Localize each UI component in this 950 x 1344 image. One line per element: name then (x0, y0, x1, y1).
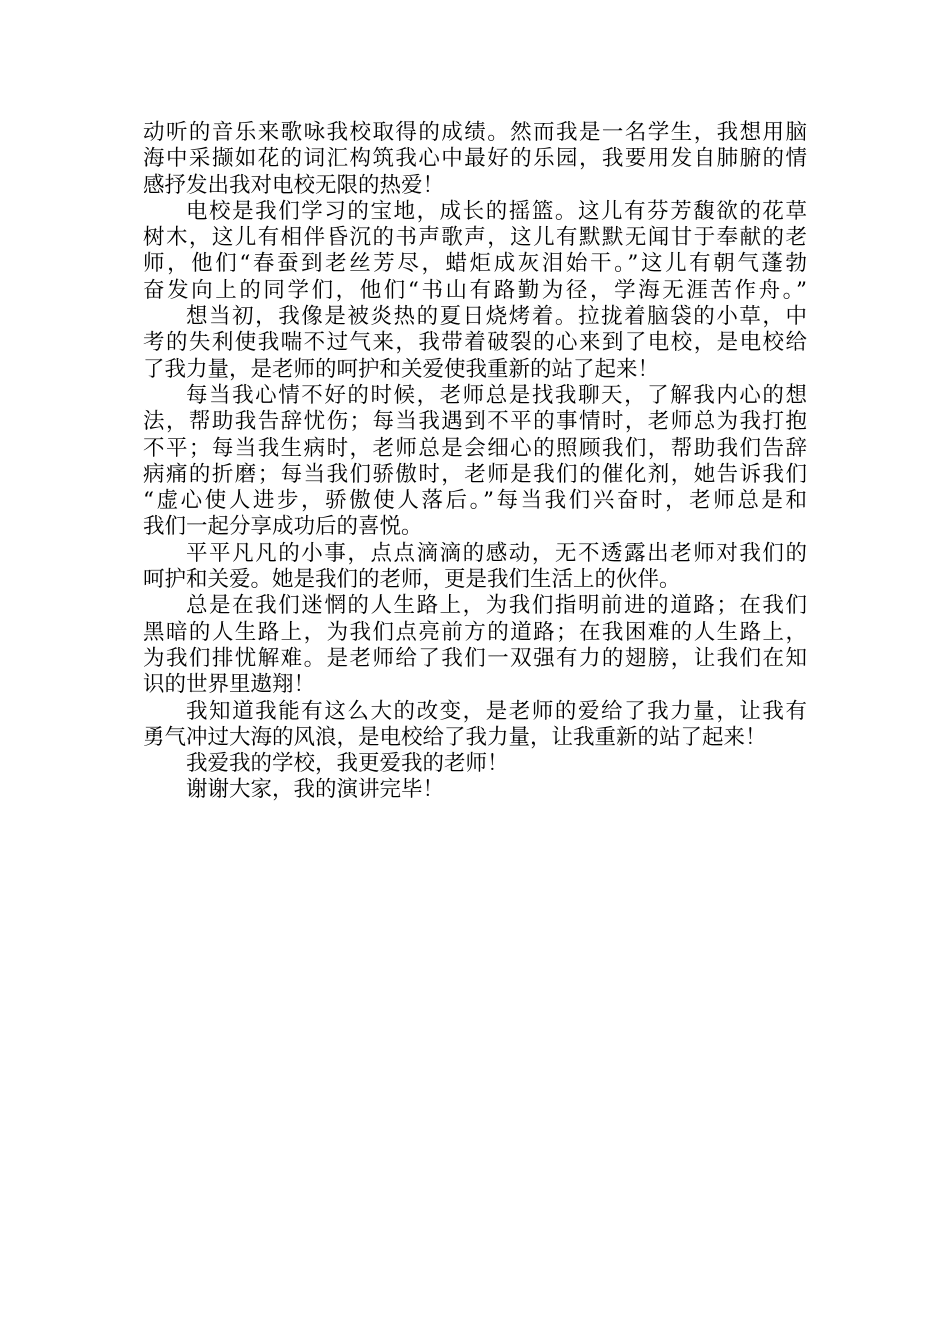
text-line: 为我们排忧解难。是老师给了我们一双强有力的翅膀，让我们在知 (143, 645, 807, 671)
text-line: 考的失利使我喘不过气来，我带着破裂的心来到了电校，是电校给 (143, 330, 807, 356)
paragraph-first-line: 每当我心情不好的时候，老师总是找我聊天，了解我内心的想 (186, 382, 807, 408)
text-line: 病痛的折磨；每当我们骄傲时，老师是我们的催化剂，她告诉我们 (143, 461, 807, 487)
text-line: 了我力量，是老师的呵护和关爱使我重新的站了起来！ (143, 356, 660, 382)
closing-line: 谢谢大家，我的演讲完毕！ (186, 777, 445, 803)
text-line: 奋发向上的同学们，他们“书山有路勤为径，学海无涯苦作舟。” (143, 277, 807, 303)
paragraph-first-line: 总是在我们迷惘的人生路上，为我们指明前进的道路；在我们 (186, 593, 807, 619)
paragraph-first-line: 我知道我能有这么大的改变，是老师的爱给了我力量，让我有 (186, 698, 807, 724)
text-line: 树木，这儿有相伴昏沉的书声歌声，这儿有默默无闻甘于奉献的老 (143, 225, 807, 251)
paragraph-first-line: 平平凡凡的小事，点点滴滴的感动，无不透露出老师对我们的 (186, 540, 807, 566)
text-line: 我们一起分享成功后的喜悦。 (143, 514, 423, 540)
text-line: “虚心使人进步，骄傲使人落后。”每当我们兴奋时，老师总是和 (143, 488, 807, 514)
text-line: 识的世界里遨翔！ (143, 672, 316, 698)
text-line: 勇气冲过大海的风浪，是电校给了我力量，让我重新的站了起来！ (143, 724, 767, 750)
text-line: 海中采撷如花的词汇构筑我心中最好的乐园，我要用发自肺腑的情 (143, 146, 807, 172)
text-line: 黑暗的人生路上，为我们点亮前方的道路；在我困难的人生路上， (143, 619, 807, 645)
text-line: 法，帮助我告辞忧伤；每当我遇到不平的事情时，老师总为我打抱 (143, 409, 807, 435)
paragraph-first-line: 我爱我的学校，我更爱我的老师！ (186, 751, 509, 777)
text-line: 师，他们“春蚕到老丝芳尽，蜡炬成灰泪始干。”这儿有朝气蓬勃 (143, 251, 807, 277)
paragraph-first-line: 想当初，我像是被炎热的夏日烧烤着。拉拢着脑袋的小草，中 (186, 304, 807, 330)
text-line: 呵护和关爱。她是我们的老师，更是我们生活上的伙伴。 (143, 567, 681, 593)
text-line: 感抒发出我对电校无限的热爱！ (143, 172, 445, 198)
speech-body-text (143, 120, 807, 804)
text-line: 动听的音乐来歌咏我校取得的成绩。然而我是一名学生，我想用脑 (143, 120, 807, 145)
text-line: 不平；每当我生病时，老师总是会细心的照顾我们，帮助我们告辞 (143, 435, 807, 461)
paragraph-first-line: 电校是我们学习的宝地，成长的摇篮。这儿有芬芳馥欲的花草 (186, 198, 807, 224)
